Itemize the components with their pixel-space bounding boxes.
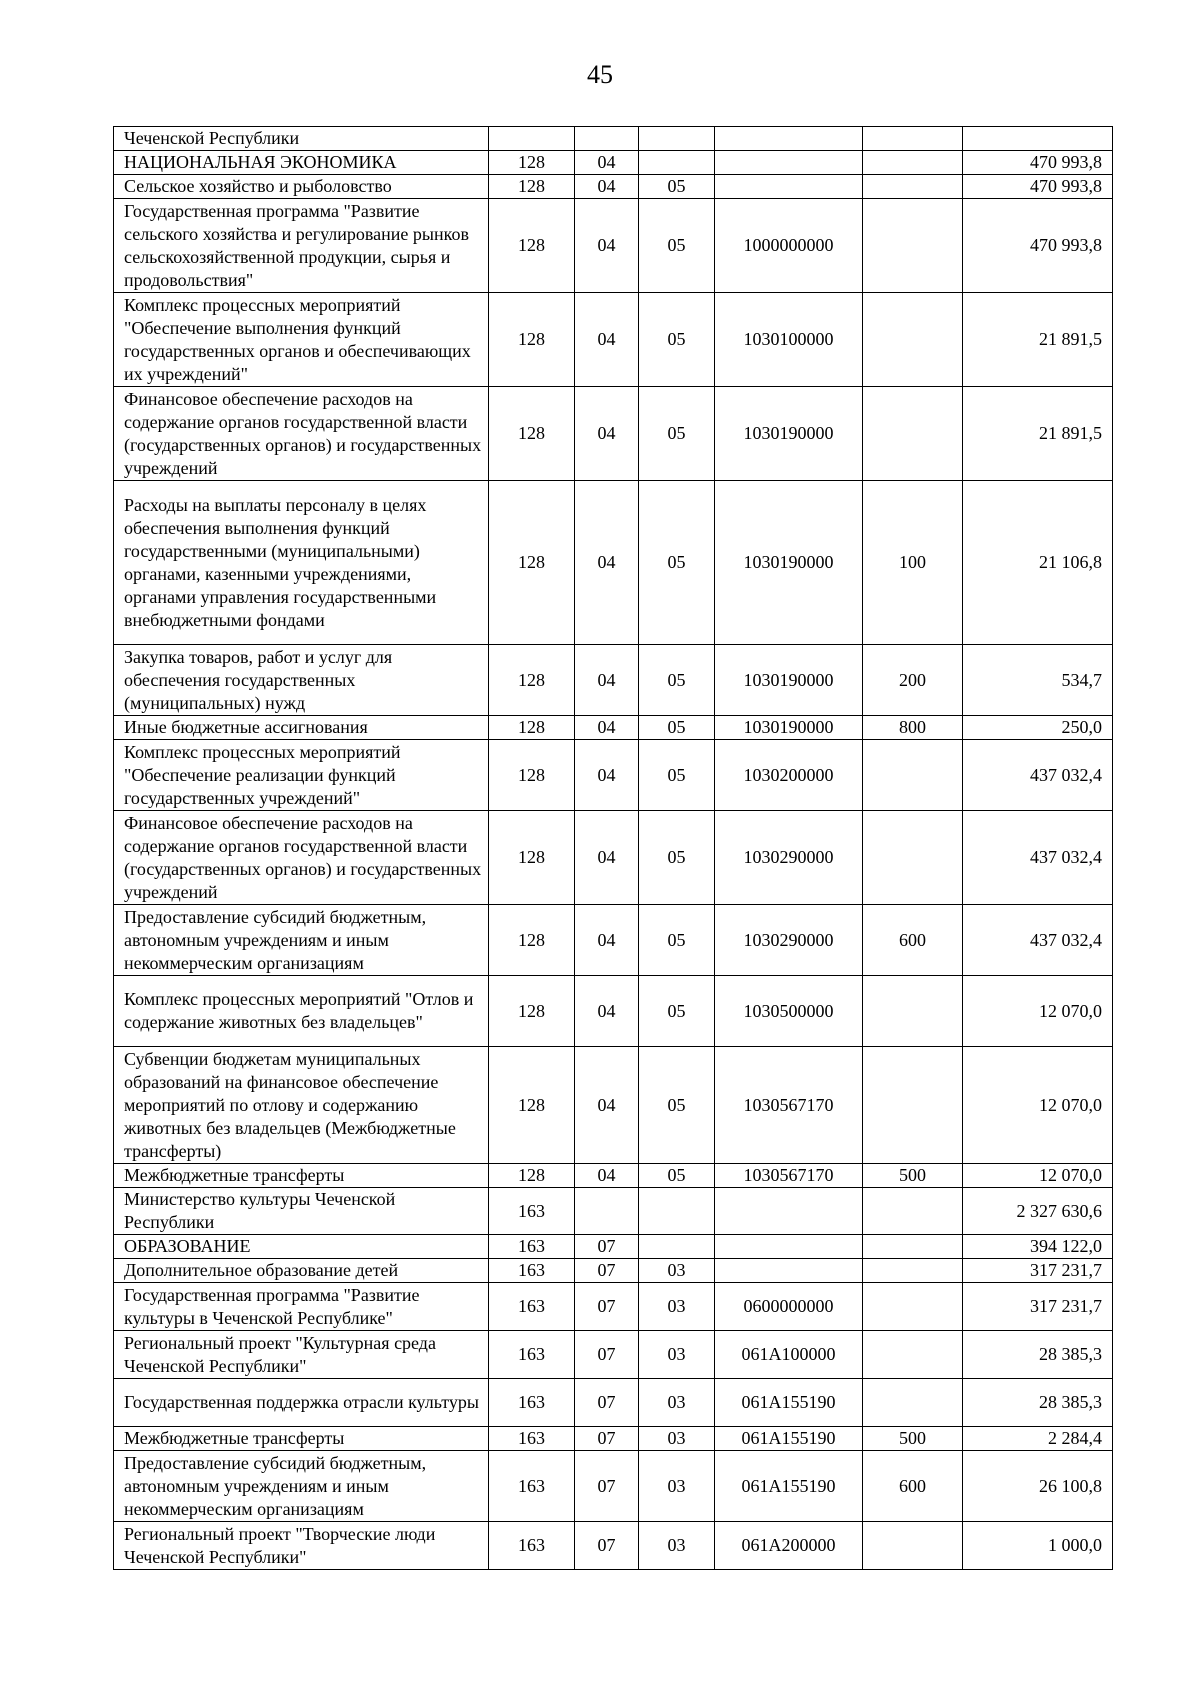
- sum-cell: 470 993,8: [963, 199, 1113, 293]
- rz-cell: 04: [575, 716, 639, 740]
- vr-cell: [863, 1188, 963, 1235]
- table-row: [114, 199, 1113, 293]
- row-name-cell: Иные бюджетные ассигнования: [114, 716, 489, 740]
- sum-cell: 2 327 630,6: [963, 1188, 1113, 1235]
- table-row: [114, 1451, 1113, 1522]
- vr-cell: 800: [863, 716, 963, 740]
- vr-cell: [863, 976, 963, 1047]
- csr-cell: 1030100000: [715, 293, 863, 387]
- sum-cell: 12 070,0: [963, 1164, 1113, 1188]
- pr-cell: 05: [639, 905, 715, 976]
- csr-cell: 0600000000: [715, 1283, 863, 1331]
- grbs-cell: 128: [489, 905, 575, 976]
- pr-cell: 05: [639, 811, 715, 905]
- row-name-cell: Государственная поддержка отрасли культуры: [114, 1379, 489, 1427]
- sum-cell: 12 070,0: [963, 1047, 1113, 1164]
- sum-cell: 28 385,3: [963, 1379, 1113, 1427]
- pr-cell: [639, 1235, 715, 1259]
- vr-cell: 100: [863, 481, 963, 645]
- pr-cell: 03: [639, 1259, 715, 1283]
- vr-cell: [863, 175, 963, 199]
- vr-cell: [863, 811, 963, 905]
- sum-cell: 250,0: [963, 716, 1113, 740]
- vr-cell: [863, 387, 963, 481]
- csr-cell: 1030200000: [715, 740, 863, 811]
- csr-cell: 061А155190: [715, 1379, 863, 1427]
- rz-cell: [575, 1188, 639, 1235]
- table-row: [114, 1047, 1113, 1164]
- csr-cell: 061А200000: [715, 1522, 863, 1570]
- pr-cell: 05: [639, 1047, 715, 1164]
- row-name-cell: Предоставление субсидий бюджетным, автономным учреждениям и иным некоммерческим организациям: [114, 1451, 489, 1522]
- row-name-cell: Комплекс процессных мероприятий "Отлов и содержание животных без владельцев": [114, 976, 489, 1047]
- pr-cell: 05: [639, 740, 715, 811]
- pr-cell: 05: [639, 716, 715, 740]
- sum-cell: 21 891,5: [963, 293, 1113, 387]
- grbs-cell: 128: [489, 976, 575, 1047]
- rz-cell: 07: [575, 1259, 639, 1283]
- pr-cell: 03: [639, 1331, 715, 1379]
- table-row: [114, 1164, 1113, 1188]
- pr-cell: 05: [639, 481, 715, 645]
- table-row: [114, 1522, 1113, 1570]
- pr-cell: 03: [639, 1522, 715, 1570]
- pr-cell: 03: [639, 1451, 715, 1522]
- table-row: [114, 293, 1113, 387]
- table-row: [114, 387, 1113, 481]
- csr-cell: 1030190000: [715, 716, 863, 740]
- pr-cell: 05: [639, 1164, 715, 1188]
- rz-cell: 04: [575, 740, 639, 811]
- row-name-cell: Межбюджетные трансферты: [114, 1427, 489, 1451]
- csr-cell: 1030567170: [715, 1164, 863, 1188]
- csr-cell: 1030567170: [715, 1047, 863, 1164]
- rz-cell: 07: [575, 1522, 639, 1570]
- table-row: [114, 1259, 1113, 1283]
- grbs-cell: 163: [489, 1522, 575, 1570]
- grbs-cell: 163: [489, 1235, 575, 1259]
- sum-cell: 317 231,7: [963, 1259, 1113, 1283]
- csr-cell: [715, 1235, 863, 1259]
- rz-cell: 07: [575, 1379, 639, 1427]
- vr-cell: [863, 199, 963, 293]
- row-name-cell: ОБРАЗОВАНИЕ: [114, 1235, 489, 1259]
- row-name-cell: Чеченской Республики: [114, 127, 489, 151]
- sum-cell: [963, 127, 1113, 151]
- csr-cell: 061А100000: [715, 1331, 863, 1379]
- rz-cell: 04: [575, 387, 639, 481]
- row-name-cell: Межбюджетные трансферты: [114, 1164, 489, 1188]
- grbs-cell: 128: [489, 151, 575, 175]
- row-name-cell: Закупка товаров, работ и услуг для обеспечения государственных (муниципальных) нужд: [114, 645, 489, 716]
- table-row: [114, 905, 1113, 976]
- vr-cell: [863, 740, 963, 811]
- table-row: [114, 151, 1113, 175]
- sum-cell: 317 231,7: [963, 1283, 1113, 1331]
- grbs-cell: [489, 127, 575, 151]
- csr-cell: [715, 1259, 863, 1283]
- vr-cell: [863, 1047, 963, 1164]
- rz-cell: [575, 127, 639, 151]
- pr-cell: 05: [639, 293, 715, 387]
- table-row: [114, 811, 1113, 905]
- pr-cell: 05: [639, 387, 715, 481]
- sum-cell: 437 032,4: [963, 740, 1113, 811]
- pr-cell: [639, 151, 715, 175]
- grbs-cell: 128: [489, 1047, 575, 1164]
- sum-cell: 26 100,8: [963, 1451, 1113, 1522]
- row-name-cell: Комплекс процессных мероприятий "Обеспечение выполнения функций государственных органов и обеспечивающих их учреждений": [114, 293, 489, 387]
- vr-cell: [863, 1235, 963, 1259]
- grbs-cell: 128: [489, 199, 575, 293]
- row-name-cell: Дополнительное образование детей: [114, 1259, 489, 1283]
- grbs-cell: 128: [489, 740, 575, 811]
- pr-cell: [639, 1188, 715, 1235]
- csr-cell: 061А155190: [715, 1427, 863, 1451]
- row-name-cell: Предоставление субсидий бюджетным, автономным учреждениям и иным некоммерческим организациям: [114, 905, 489, 976]
- csr-cell: 1030190000: [715, 645, 863, 716]
- rz-cell: 07: [575, 1283, 639, 1331]
- pr-cell: 03: [639, 1283, 715, 1331]
- table-row: [114, 976, 1113, 1047]
- grbs-cell: 163: [489, 1331, 575, 1379]
- row-name-cell: Комплекс процессных мероприятий "Обеспечение реализации функций государственных учреждений": [114, 740, 489, 811]
- table-row: [114, 645, 1113, 716]
- row-name-cell: Государственная программа "Развитие культуры в Чеченской Республике": [114, 1283, 489, 1331]
- grbs-cell: 128: [489, 645, 575, 716]
- grbs-cell: 128: [489, 387, 575, 481]
- table-row: [114, 1188, 1113, 1235]
- row-name-cell: Региональный проект "Творческие люди Чеченской Республики": [114, 1522, 489, 1570]
- sum-cell: 470 993,8: [963, 175, 1113, 199]
- vr-cell: 600: [863, 905, 963, 976]
- row-name-cell: Финансовое обеспечение расходов на содержание органов государственной власти (государственных органов) и государственных учреждений: [114, 387, 489, 481]
- csr-cell: [715, 1188, 863, 1235]
- csr-cell: [715, 175, 863, 199]
- rz-cell: 04: [575, 481, 639, 645]
- rz-cell: 04: [575, 1164, 639, 1188]
- grbs-cell: 128: [489, 716, 575, 740]
- rz-cell: 07: [575, 1331, 639, 1379]
- grbs-cell: 163: [489, 1379, 575, 1427]
- grbs-cell: 163: [489, 1451, 575, 1522]
- vr-cell: 600: [863, 1451, 963, 1522]
- vr-cell: [863, 1522, 963, 1570]
- row-name-cell: Финансовое обеспечение расходов на содержание органов государственной власти (государственных органов) и государственных учреждений: [114, 811, 489, 905]
- sum-cell: 1 000,0: [963, 1522, 1113, 1570]
- csr-cell: 1030190000: [715, 481, 863, 645]
- pr-cell: 05: [639, 175, 715, 199]
- rz-cell: 04: [575, 811, 639, 905]
- pr-cell: 05: [639, 976, 715, 1047]
- grbs-cell: 128: [489, 811, 575, 905]
- vr-cell: [863, 293, 963, 387]
- vr-cell: [863, 127, 963, 151]
- table-row: [114, 481, 1113, 645]
- grbs-cell: 128: [489, 175, 575, 199]
- row-name-cell: Министерство культуры Чеченской Республики: [114, 1188, 489, 1235]
- pr-cell: 03: [639, 1379, 715, 1427]
- csr-cell: [715, 127, 863, 151]
- rz-cell: 04: [575, 199, 639, 293]
- csr-cell: 1030290000: [715, 905, 863, 976]
- pr-cell: 05: [639, 199, 715, 293]
- vr-cell: [863, 1283, 963, 1331]
- pr-cell: 03: [639, 1427, 715, 1451]
- table-row: [114, 716, 1113, 740]
- csr-cell: 1000000000: [715, 199, 863, 293]
- row-name-cell: Расходы на выплаты персоналу в целях обеспечения выполнения функций государственными (муниципальными) органами, казенными учреждениями, органами управления государственными внебюджетными фондами: [114, 481, 489, 645]
- rz-cell: 07: [575, 1427, 639, 1451]
- budget-table: [113, 126, 1113, 1570]
- sum-cell: 437 032,4: [963, 811, 1113, 905]
- table-row: [114, 1379, 1113, 1427]
- grbs-cell: 163: [489, 1259, 575, 1283]
- grbs-cell: 163: [489, 1188, 575, 1235]
- rz-cell: 04: [575, 905, 639, 976]
- sum-cell: 21 106,8: [963, 481, 1113, 645]
- grbs-cell: 128: [489, 293, 575, 387]
- sum-cell: 21 891,5: [963, 387, 1113, 481]
- vr-cell: 500: [863, 1164, 963, 1188]
- page-number: 45: [587, 60, 613, 89]
- sum-cell: 2 284,4: [963, 1427, 1113, 1451]
- rz-cell: 04: [575, 293, 639, 387]
- table-row: [114, 1427, 1113, 1451]
- csr-cell: 061А155190: [715, 1451, 863, 1522]
- csr-cell: 1030290000: [715, 811, 863, 905]
- sum-cell: 28 385,3: [963, 1331, 1113, 1379]
- rz-cell: 07: [575, 1451, 639, 1522]
- row-name-cell: Государственная программа "Развитие сельского хозяйства и регулирование рынков сельскохозяйственной продукции, сырья и продовольствия": [114, 199, 489, 293]
- rz-cell: 04: [575, 1047, 639, 1164]
- sum-cell: 12 070,0: [963, 976, 1113, 1047]
- table-row: [114, 1235, 1113, 1259]
- vr-cell: [863, 1331, 963, 1379]
- csr-cell: 1030190000: [715, 387, 863, 481]
- vr-cell: [863, 1379, 963, 1427]
- rz-cell: 04: [575, 175, 639, 199]
- sum-cell: 437 032,4: [963, 905, 1113, 976]
- table-row: [114, 1331, 1113, 1379]
- rz-cell: 04: [575, 645, 639, 716]
- csr-cell: [715, 151, 863, 175]
- row-name-cell: Субвенции бюджетам муниципальных образований на финансовое обеспечение мероприятий по отлову и содержанию животных без владельцев (Межбюджетные трансферты): [114, 1047, 489, 1164]
- pr-cell: 05: [639, 645, 715, 716]
- grbs-cell: 163: [489, 1427, 575, 1451]
- rz-cell: 04: [575, 976, 639, 1047]
- row-name-cell: Сельское хозяйство и рыболовство: [114, 175, 489, 199]
- table-row: [114, 1283, 1113, 1331]
- grbs-cell: 128: [489, 1164, 575, 1188]
- csr-cell: 1030500000: [715, 976, 863, 1047]
- sum-cell: 534,7: [963, 645, 1113, 716]
- sum-cell: 470 993,8: [963, 151, 1113, 175]
- pr-cell: [639, 127, 715, 151]
- vr-cell: 200: [863, 645, 963, 716]
- table-row: [114, 127, 1113, 151]
- row-name-cell: НАЦИОНАЛЬНАЯ ЭКОНОМИКА: [114, 151, 489, 175]
- row-name-cell: Региональный проект "Культурная среда Чеченской Республики": [114, 1331, 489, 1379]
- table-row: [114, 740, 1113, 811]
- vr-cell: [863, 1259, 963, 1283]
- rz-cell: 04: [575, 151, 639, 175]
- vr-cell: [863, 151, 963, 175]
- grbs-cell: 128: [489, 481, 575, 645]
- vr-cell: 500: [863, 1427, 963, 1451]
- sum-cell: 394 122,0: [963, 1235, 1113, 1259]
- rz-cell: 07: [575, 1235, 639, 1259]
- grbs-cell: 163: [489, 1283, 575, 1331]
- table-row: [114, 175, 1113, 199]
